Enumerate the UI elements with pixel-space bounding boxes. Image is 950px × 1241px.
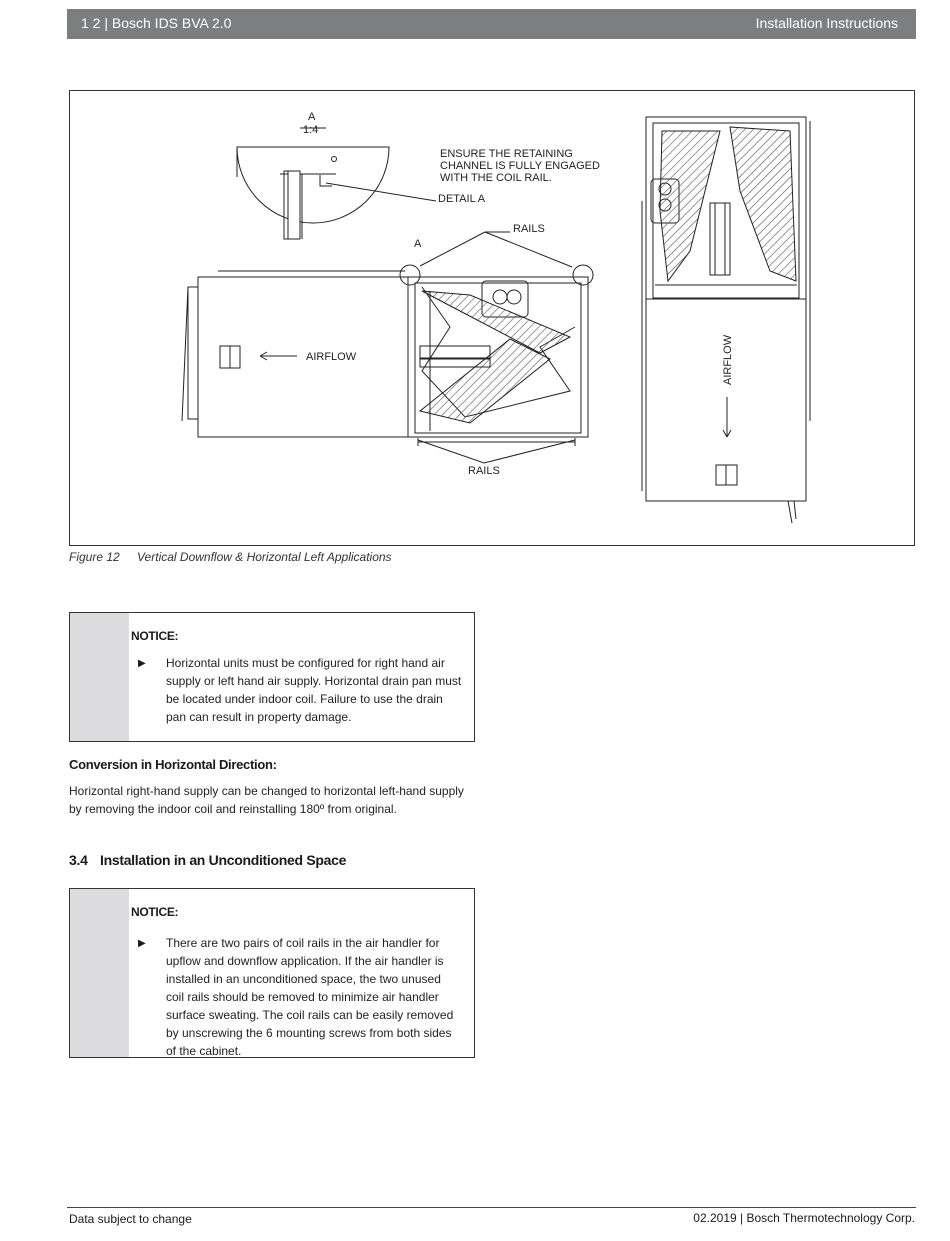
section-title: Installation in an Unconditioned Space bbox=[100, 852, 347, 868]
notice-box-drain-pan bbox=[69, 612, 475, 742]
figure-12-diagram bbox=[69, 90, 915, 546]
footer-divider bbox=[67, 1207, 916, 1208]
notice-title: NOTICE: bbox=[131, 629, 179, 643]
figure-caption bbox=[69, 550, 392, 564]
notice-box-coil-rails bbox=[69, 888, 475, 1058]
notice-text: There are two pairs of coil rails in the air handler for upflow and downflow application. If the air handler is installed in an unconditioned space, the two unused coil rails should be removed to minimize air handler surface sweating. The coil rails can be easily removed by unscrewing the 6 mounting screws from both sides of the cabinet. bbox=[166, 936, 454, 1058]
rails-bottom-label: RAILS bbox=[468, 465, 500, 477]
notice-stripe bbox=[70, 889, 129, 1057]
bullet-arrow-icon: ▶ bbox=[138, 658, 146, 669]
installation-diagram bbox=[70, 91, 916, 547]
notice-title: NOTICE: bbox=[131, 905, 179, 919]
conversion-heading: Conversion in Horizontal Direction: bbox=[69, 757, 277, 772]
notice-text: Horizontal units must be configured for right hand air supply or left hand air supply. Horizontal drain pan must be located under indoor coil. Failure to use the drain pan can result in property damage. bbox=[166, 656, 462, 724]
airflow-horizontal-label: AIRFLOW bbox=[306, 351, 357, 363]
rails-top-label: RAILS bbox=[513, 223, 545, 235]
detail-scale-label: 1:4 bbox=[303, 124, 319, 136]
header-product-title: 1 2 | Bosch IDS BVA 2.0 bbox=[81, 15, 232, 31]
footer-disclaimer: Data subject to change bbox=[69, 1212, 192, 1226]
retaining-note-line-1: ENSURE THE RETAINING bbox=[440, 148, 573, 160]
detail-letter-label: A bbox=[308, 111, 316, 123]
figure-number: Figure 12 bbox=[69, 550, 120, 564]
conversion-paragraph: Horizontal right-hand supply can be changed to horizontal left-hand supply by removing the indoor coil and reinstalling 180º from original. bbox=[69, 784, 464, 816]
section-number: 3.4 bbox=[69, 852, 88, 868]
footer-date-company: 02.2019 | Bosch Thermotechnology Corp. bbox=[693, 1211, 915, 1225]
airflow-vertical-label: AIRFLOW bbox=[722, 334, 734, 385]
detail-a-label: DETAIL A bbox=[438, 193, 486, 205]
bullet-arrow-icon: ▶ bbox=[138, 938, 146, 949]
retaining-note-line-3: WITH THE COIL RAIL. bbox=[440, 172, 552, 184]
notice-stripe bbox=[70, 613, 129, 741]
section-heading bbox=[69, 852, 346, 868]
page-header bbox=[67, 9, 916, 39]
header-document-type: Installation Instructions bbox=[755, 15, 898, 31]
a-marker-label: A bbox=[414, 238, 422, 250]
retaining-note-line-2: CHANNEL IS FULLY ENGAGED bbox=[440, 160, 600, 172]
figure-title: Vertical Downflow & Horizontal Left Applications bbox=[137, 550, 392, 564]
detail-a-cutaway bbox=[237, 147, 389, 223]
